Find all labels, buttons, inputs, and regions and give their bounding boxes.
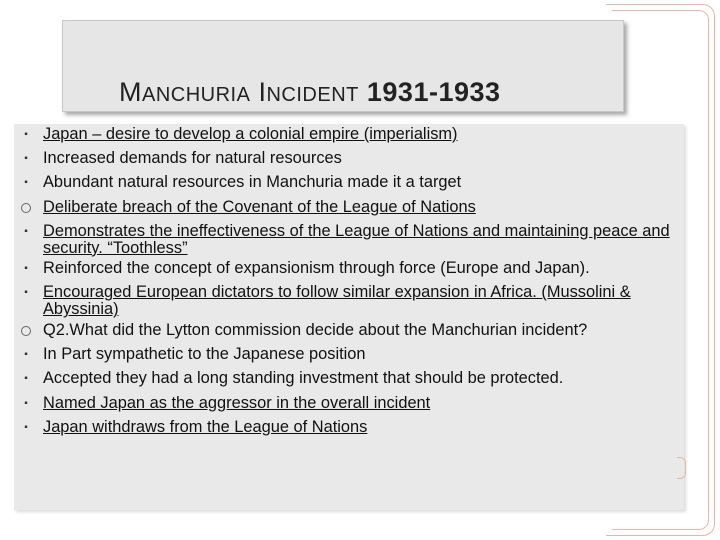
bullet-text: Demonstrates the ineffectiveness of the League of Nations and maintaining peace and security. “Toothless”: [43, 221, 670, 257]
list-item: [14, 346, 684, 363]
square-bullet-icon: ▪: [24, 349, 28, 361]
list-item: [14, 395, 684, 412]
bullet-text: Japan – desire to develop a colonial empire (imperialism): [43, 125, 458, 143]
list-item: [14, 419, 684, 436]
bullet-text: Increased demands for natural resources: [43, 149, 342, 168]
ring-bullet-icon: [21, 326, 31, 336]
ring-bullet-icon: [21, 203, 31, 213]
list-item: [14, 322, 684, 339]
list-item: [14, 260, 684, 277]
square-bullet-icon: ▪: [24, 129, 28, 140]
slide-title: [119, 77, 501, 108]
bullet-text: Named Japan as the aggressor in the overall incident: [43, 393, 431, 412]
square-bullet-icon: ▪: [24, 397, 28, 409]
square-bullet-icon: ▪: [24, 287, 28, 299]
bullet-text: Deliberate breach of the Covenant of the League of Nations: [43, 197, 476, 216]
decorative-side-mark: [677, 457, 686, 479]
square-bullet-icon: ▪: [24, 263, 28, 275]
list-item: [14, 199, 684, 216]
list-item: [14, 223, 684, 257]
bullet-text: Q2.What did the Lytton commission decide about the Manchurian incident?: [43, 320, 588, 339]
square-bullet-icon: ▪: [24, 225, 28, 237]
list-item: [14, 126, 684, 143]
title-box: [62, 20, 624, 112]
title-word-1: ANCHURIA: [142, 84, 251, 106]
content-box: [14, 124, 684, 510]
list-item: [14, 174, 684, 191]
square-bullet-icon: ▪: [24, 177, 28, 189]
list-item: [14, 370, 684, 387]
title-initial-2: I: [258, 77, 267, 107]
square-bullet-icon: ▪: [24, 153, 28, 165]
list-item: [14, 284, 684, 318]
bullet-text: Japan withdraws from the League of Nations: [43, 417, 368, 436]
title-years: 1931-1933: [366, 77, 501, 107]
bullet-list: [14, 126, 684, 443]
bullet-text: Encouraged European dictators to follow similar expansion in Africa. (Mussolini & Abyssinia): [43, 283, 631, 319]
list-item: [14, 150, 684, 167]
bullet-text: Accepted they had a long standing investment that should be protected.: [43, 369, 564, 388]
bullet-text: Reinforced the concept of expansionism through force (Europe and Japan).: [43, 259, 590, 278]
square-bullet-icon: ▪: [24, 373, 28, 385]
bullet-text: Abundant natural resources in Manchuria made it a target: [43, 173, 462, 192]
square-bullet-icon: ▪: [24, 421, 28, 433]
bullet-text: In Part sympathetic to the Japanese position: [43, 345, 366, 364]
title-word-2: NCIDENT: [266, 84, 359, 106]
title-initial-1: M: [119, 77, 142, 107]
